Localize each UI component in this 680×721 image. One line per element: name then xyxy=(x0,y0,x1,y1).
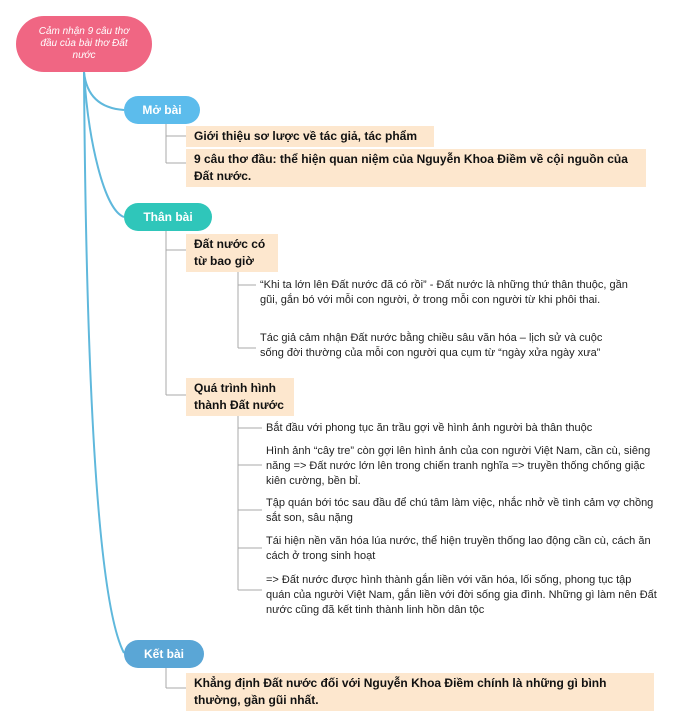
topic-formation-point-5: => Đất nước được hình thành gắn liền với văn hóa, lối sống, phong tục tập quán của người Việt Nam, gắn liền với đời sống gia đình. Những gì làm nên Đất nước cũng đã kết tinh thành linh hồn dân tộc xyxy=(266,574,657,616)
topic-origin-point-1: “Khi ta lớn lên Đất nước đã có rồi” - Đất nước là những thứ thân thuộc, gần gũi, gắn bó với mỗi con người, ở trong mỗi con người từ khi phôi thai. xyxy=(260,279,628,306)
topic-formation-point-4: Tái hiện nền văn hóa lúa nước, thể hiện truyền thống lao động cần cù, cách ăn cách ở trong sinh hoạt xyxy=(266,535,651,562)
intro-item-1[interactable]: Giới thiệu sơ lược về tác giả, tác phẩm xyxy=(186,126,434,147)
topic-formation[interactable]: Quá trình hình thành Đất nước xyxy=(186,378,294,416)
conclusion-connector xyxy=(166,666,186,688)
section-body[interactable]: Thân bài xyxy=(124,203,212,231)
section-intro[interactable]: Mở bài xyxy=(124,96,200,124)
conclusion-item-1[interactable]: Khẳng định Đất nước đối với Nguyễn Khoa Điềm chính là những gì bình thường, gần gũi nhất. xyxy=(186,673,654,711)
topic-formation-point-3: Tập quán bới tóc sau đầu để chú tâm làm việc, nhắc nhở về tình cảm vợ chồng sắt son, sâu nặng xyxy=(266,497,654,524)
topic1-connector xyxy=(238,266,256,348)
branch-intro xyxy=(84,72,124,110)
topic-formation-point-2: Hình ảnh “cây tre” còn gợi lên hình ảnh của con người Việt Nam, cần cù, siêng năng => Đất nước lớn lên trong chiến tranh nghĩa => truyền thống chống giặc kiên cường, bền bỉ. xyxy=(266,445,651,487)
topic-origin-point-2: Tác giả cảm nhận Đất nước bằng chiều sâu văn hóa – lịch sử và cuộc sống đời thường của mỗi con người qua cụm từ “ngày xửa ngày xưa” xyxy=(260,332,603,359)
topic2-connector xyxy=(238,414,262,590)
root-node[interactable]: Cảm nhận 9 câu thơ đầu của bài thơ Đất nước xyxy=(16,16,152,72)
body-connector xyxy=(166,230,186,395)
intro-item-2[interactable]: 9 câu thơ đầu: thể hiện quan niệm của Nguyễn Khoa Điềm về cội nguồn của Đất nước. xyxy=(186,149,646,187)
section-conclusion[interactable]: Kết bài xyxy=(124,640,204,668)
branch-conclusion xyxy=(84,72,124,653)
intro-connector xyxy=(166,122,186,163)
topic-origin[interactable]: Đất nước có từ bao giờ xyxy=(186,234,278,272)
topic-formation-point-1: Bắt đầu với phong tục ăn trầu gợi về hình ảnh người bà thân thuộc xyxy=(266,422,593,434)
